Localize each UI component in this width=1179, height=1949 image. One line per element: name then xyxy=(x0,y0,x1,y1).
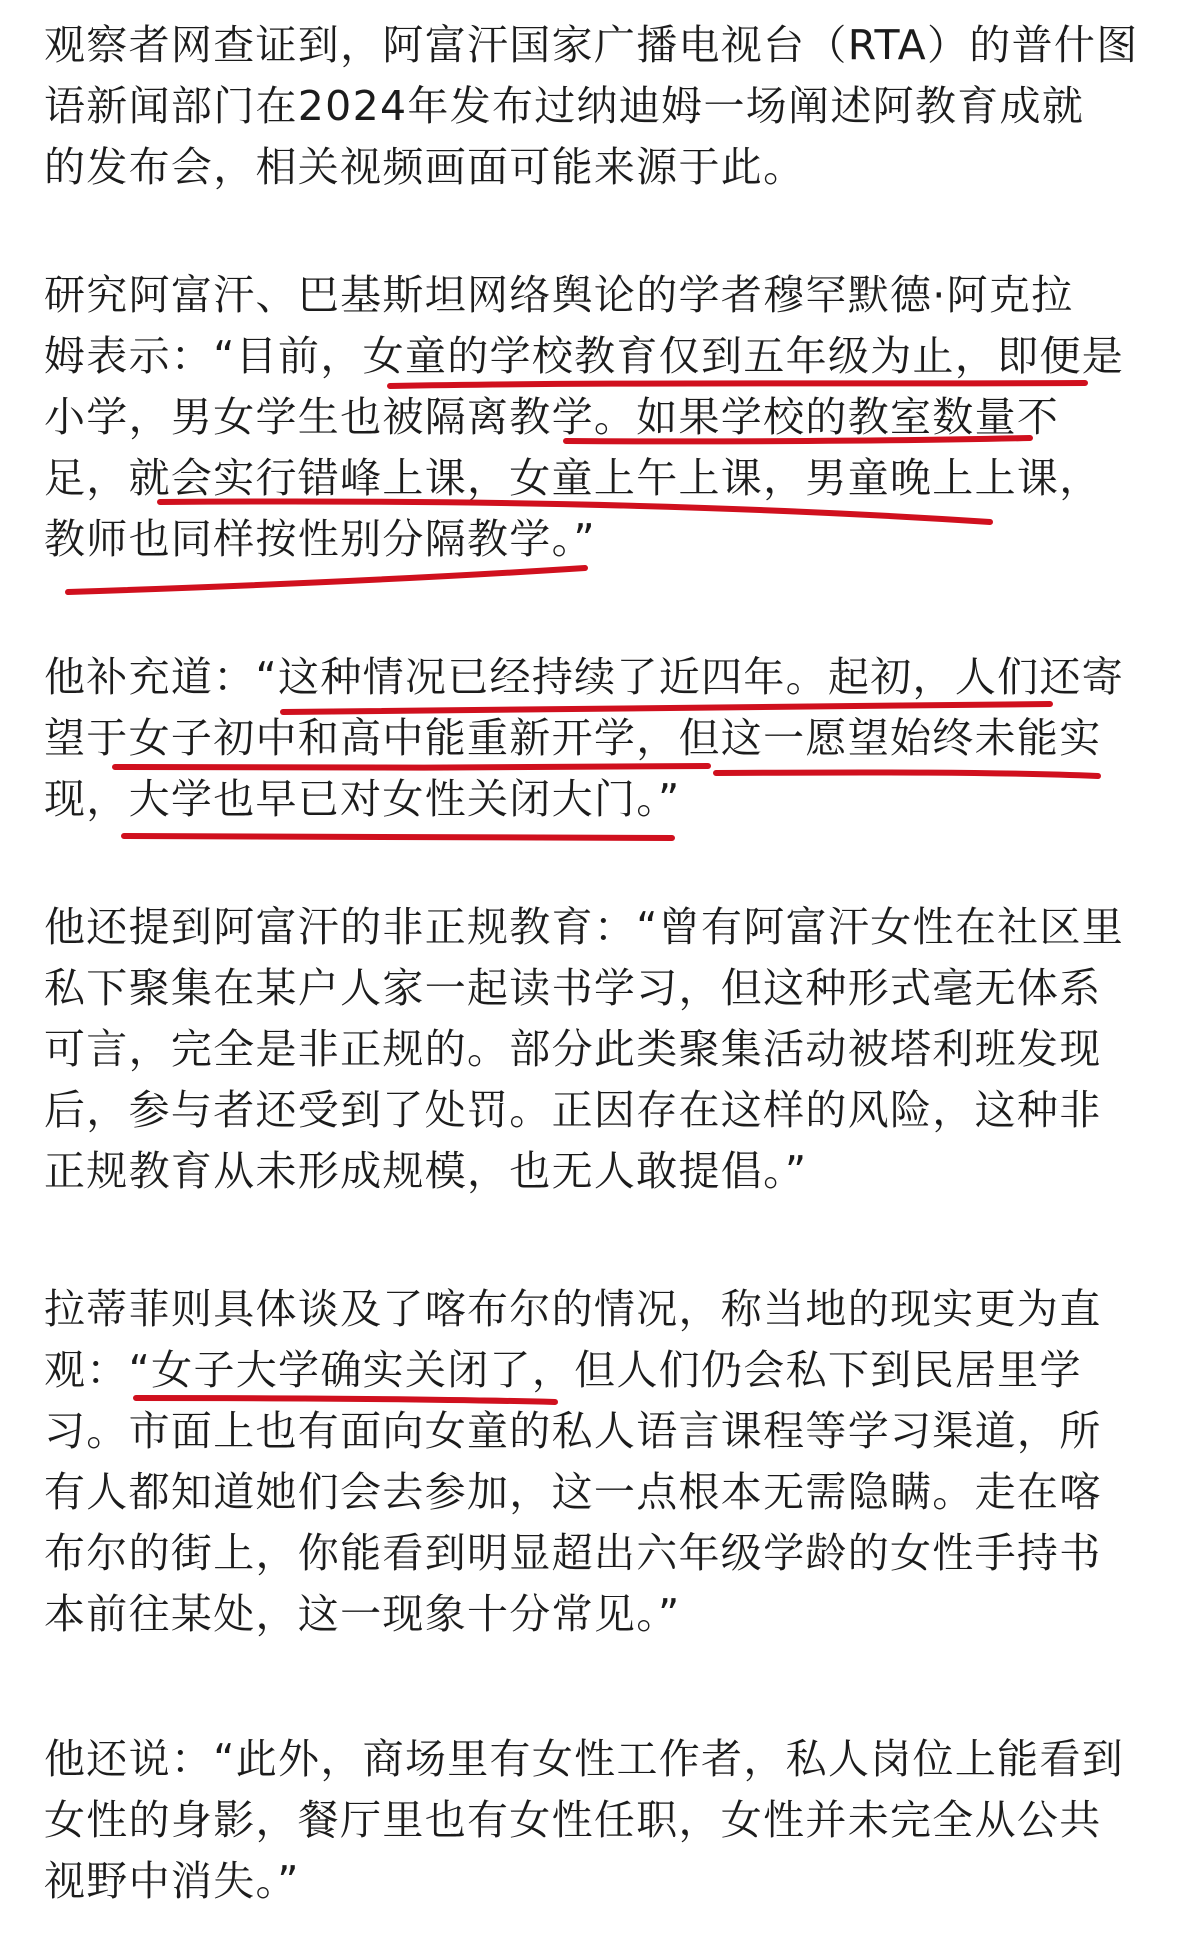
text-line: 现，大学也早已对女性关闭大门。” xyxy=(44,775,681,823)
text-line: 正规教育从未形成规模，也无人敢提倡。” xyxy=(44,1147,808,1195)
text-line: 姆表示：“目前，女童的学校教育仅到五年级为止，即便是 xyxy=(44,332,1125,380)
text-line: 足，就会实行错峰上课，女童上午上课，男童晚上上课， xyxy=(44,454,1102,502)
text-line: 拉蒂菲则具体谈及了喀布尔的情况，称当地的现实更为直 xyxy=(44,1285,1102,1333)
text-line: 教师也同样按性别分隔教学。” xyxy=(44,515,596,563)
text-line: 观：“女子大学确实关闭了，但人们仍会私下到民居里学 xyxy=(44,1346,1082,1394)
red-underline xyxy=(716,772,1098,776)
text-line: 布尔的街上，你能看到明显超出六年级学龄的女性手持书 xyxy=(44,1529,1102,1577)
text-line: 语新闻部门在2024年发布过纳迪姆一场阐述阿教育成就 xyxy=(44,82,1085,130)
text-line: 私下聚集在某户人家一起读书学习，但这种形式毫无体系 xyxy=(44,964,1102,1012)
text-line: 女性的身影，餐厅里也有女性任职，女性并未完全从公共 xyxy=(44,1796,1102,1844)
text-line: 后，参与者还受到了处罚。正因存在这样的风险，这种非 xyxy=(44,1086,1102,1134)
red-underline xyxy=(68,568,585,592)
text-line: 观察者网查证到，阿富汗国家广播电视台（RTA）的普什图 xyxy=(44,21,1139,69)
text-line: 有人都知道她们会去参加，这一点根本无需隐瞒。走在喀 xyxy=(44,1468,1102,1516)
text-line: 本前往某处，这一现象十分常见。” xyxy=(44,1590,681,1638)
text-line: 视野中消失。” xyxy=(44,1857,300,1905)
text-line: 小学，男女学生也被隔离教学。如果学校的教室数量不 xyxy=(44,393,1060,441)
text-line: 望于女子初中和高中能重新开学，但这一愿望始终未能实 xyxy=(44,714,1102,762)
text-line: 他还提到阿富汗的非正规教育：“曾有阿富汗女性在社区里 xyxy=(44,903,1125,951)
text-line: 的发布会，相关视频画面可能来源于此。 xyxy=(44,143,806,191)
text-line: 他补充道：“这种情况已经持续了近四年。起初，人们还寄 xyxy=(44,653,1125,701)
text-line: 习。市面上也有面向女童的私人语言课程等学习渠道，所 xyxy=(44,1407,1102,1455)
red-underline xyxy=(124,836,672,838)
text-line: 可言，完全是非正规的。部分此类聚集活动被塔利班发现 xyxy=(44,1025,1102,1073)
text-line: 研究阿富汗、巴基斯坦网络舆论的学者穆罕默德·阿克拉 xyxy=(44,271,1074,319)
text-line: 他还说：“此外，商场里有女性工作者，私人岗位上能看到 xyxy=(44,1735,1125,1783)
